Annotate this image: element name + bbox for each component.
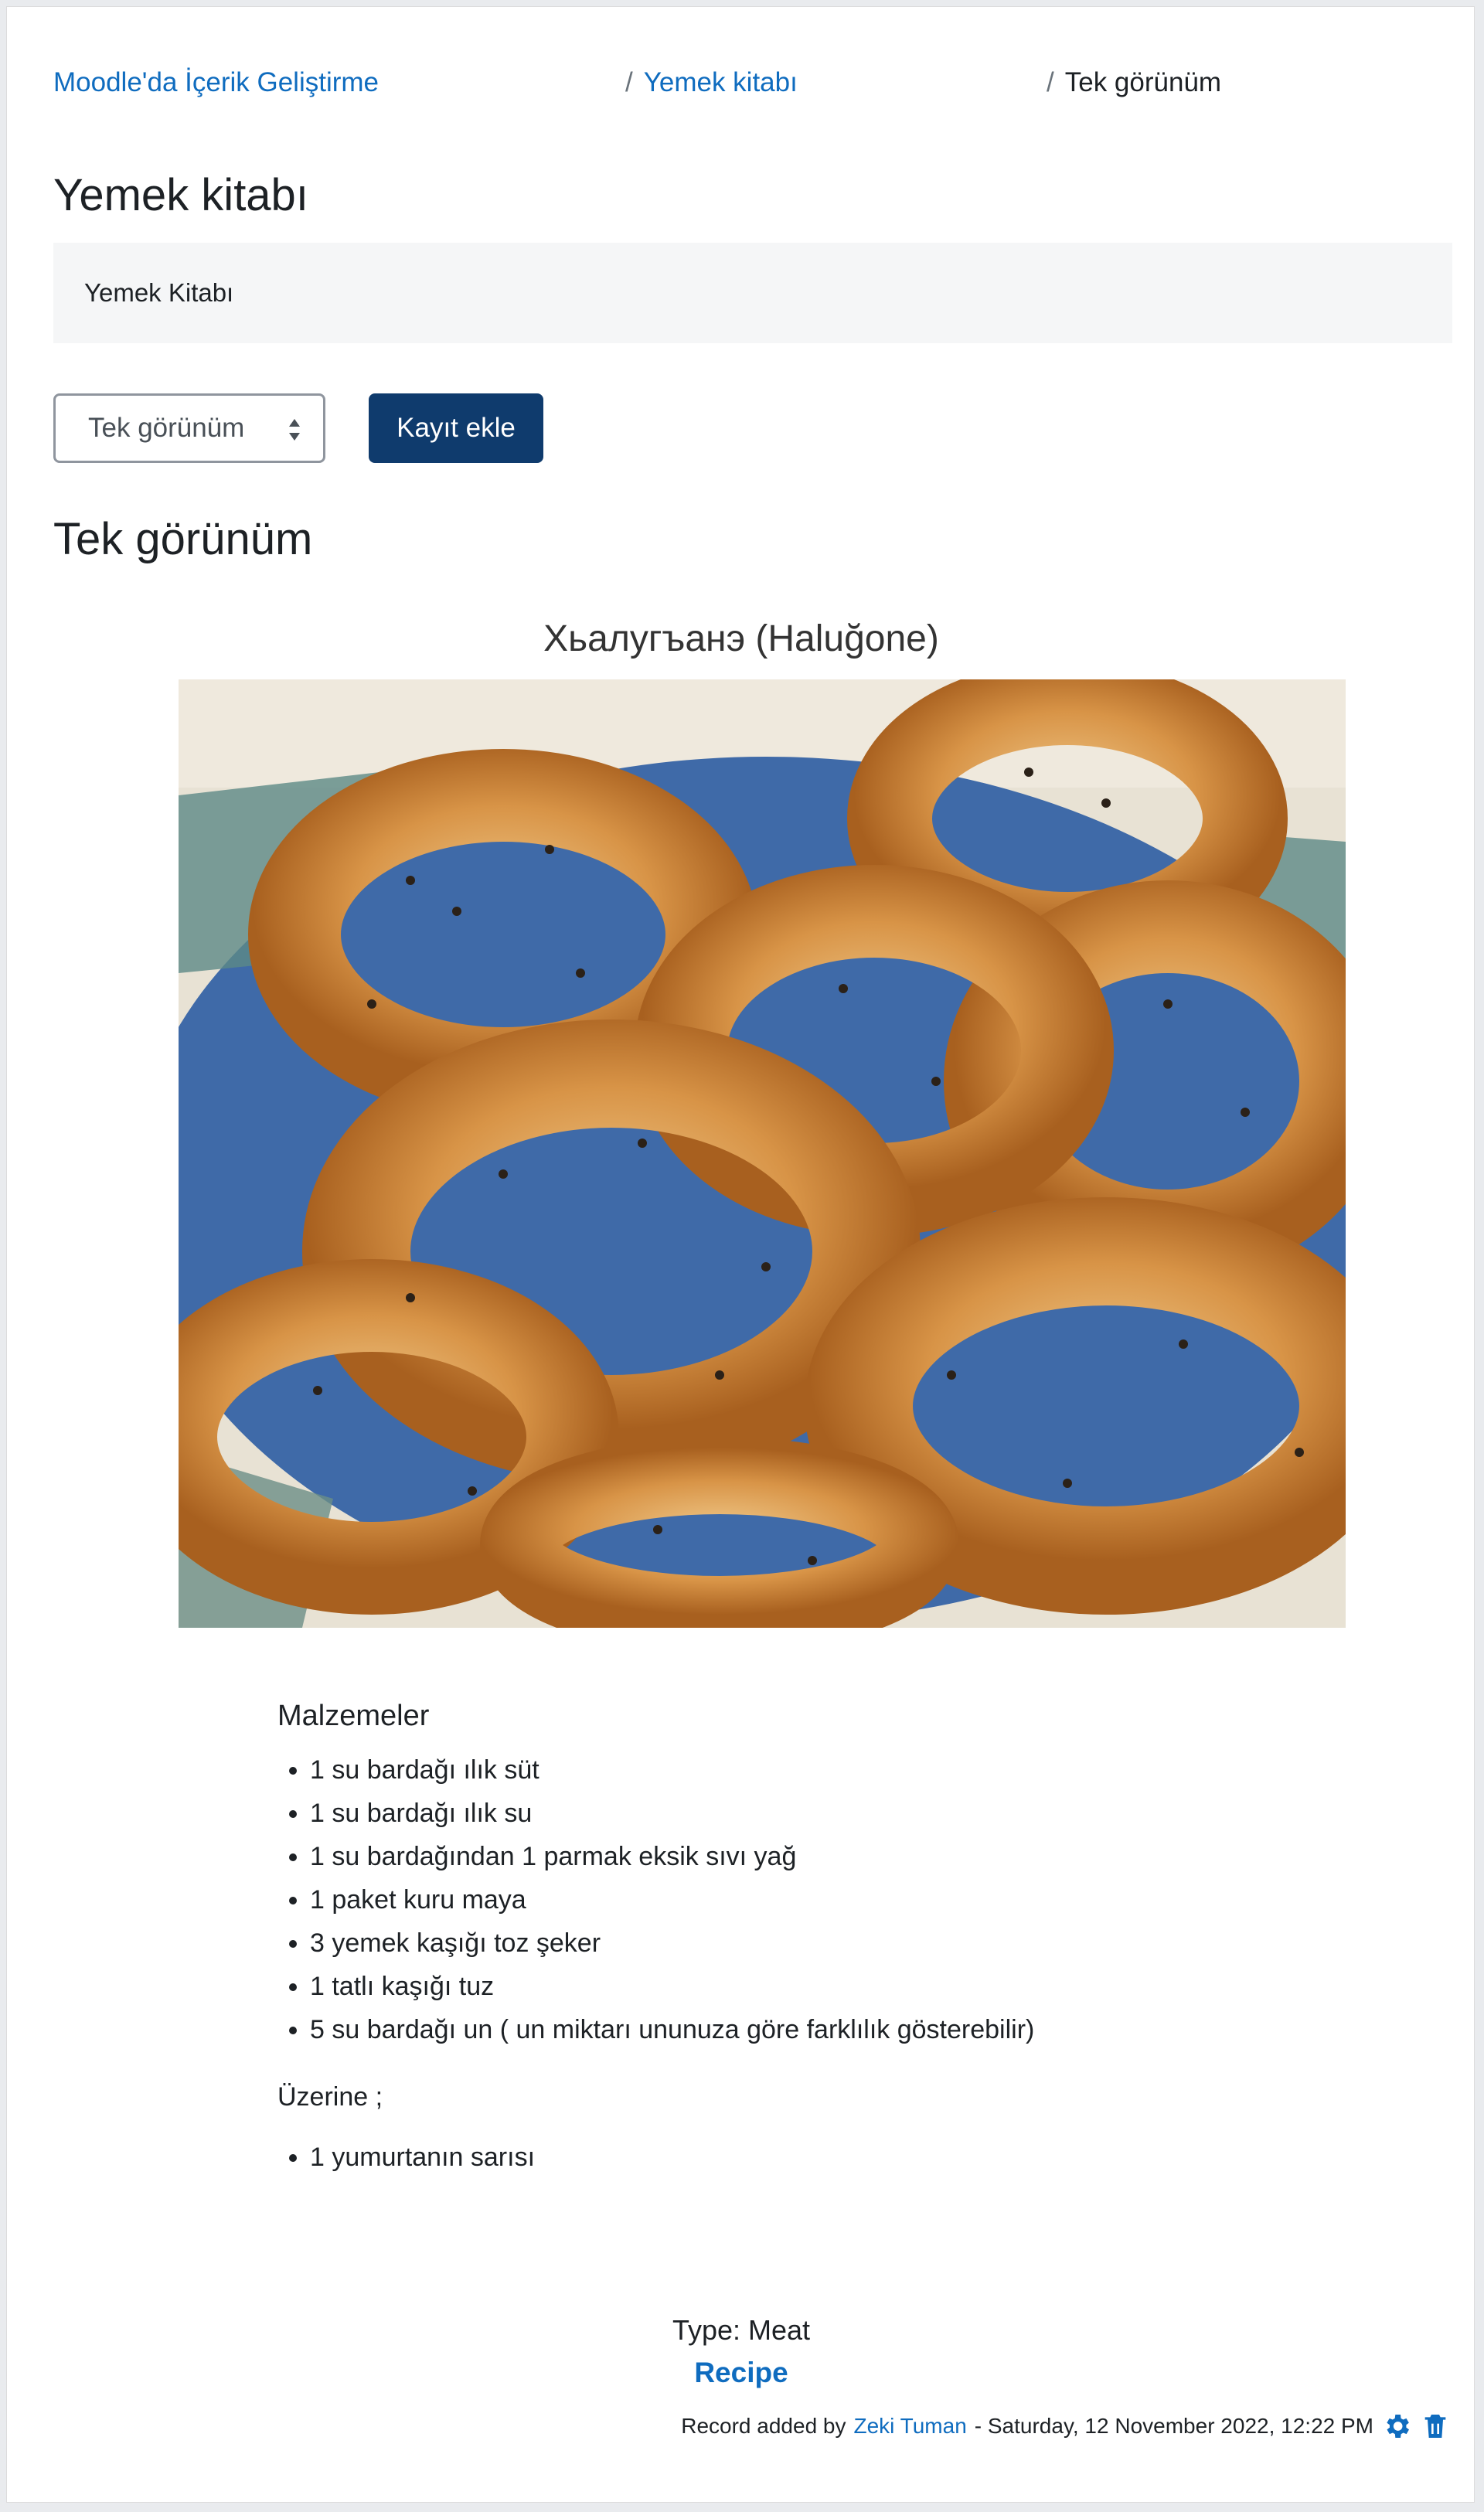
add-entry-button[interactable]: Kayıt ekle	[369, 393, 543, 463]
entry-content	[277, 1700, 1321, 2179]
recipe-photo	[179, 679, 1346, 1628]
trash-icon[interactable]	[1420, 2411, 1451, 2442]
breadcrumb-link-course[interactable]: Moodle'da İçerik Geliştirme	[53, 67, 379, 97]
topping-list	[277, 2136, 1321, 2179]
entry-tag: Recipe	[694, 2357, 788, 2388]
entry-title: Хьалугъанэ (Haluğone)	[543, 618, 939, 659]
breadcrumb-link-database[interactable]: Yemek kitabı	[643, 67, 798, 97]
list-item: • 1 su bardağı ılık süt	[310, 1748, 1321, 1792]
record-date: - Saturday, 12 November 2022, 12:22 PM	[974, 2414, 1373, 2438]
list-item: • 1 tatlı kaşığı tuz	[310, 1965, 1321, 2008]
page-title: Yemek kitabı	[53, 170, 308, 220]
record-prefix: Record added by	[681, 2414, 846, 2438]
breadcrumb-item-database[interactable]	[625, 67, 798, 98]
recipe-photo-illustration	[179, 679, 1346, 1628]
list-item: • 1 su bardağı ılık su	[310, 1792, 1321, 1835]
list-item: • 5 su bardağı un ( un miktarı ununuza göre farklılık gösterebilir)	[310, 2008, 1321, 2051]
record-info	[681, 2411, 1451, 2442]
view-mode-select[interactable]	[53, 393, 325, 463]
view-mode-selected-value: Tek görünüm	[88, 413, 245, 443]
list-item: • 3 yemek kaşığı toz şeker	[310, 1921, 1321, 1965]
section-title: Tek görünüm	[53, 514, 313, 564]
breadcrumb	[7, 67, 1474, 106]
breadcrumb-separator: /	[625, 67, 633, 97]
breadcrumb-separator: /	[1047, 67, 1054, 97]
ingredients-heading: Malzemeler	[277, 1700, 430, 1732]
ingredients-list	[277, 1748, 1321, 2051]
topping-heading: Üzerine ;	[277, 2082, 383, 2112]
author-link[interactable]: Zeki Tuman	[853, 2414, 967, 2438]
list-item: • 1 su bardağından 1 parmak eksik sıvı yağ	[310, 1835, 1321, 1878]
page-frame	[6, 6, 1475, 2503]
activity-description	[53, 243, 1452, 343]
entry-type: Type: Meat	[672, 2314, 811, 2346]
list-item: • 1 paket kuru maya	[310, 1878, 1321, 1921]
breadcrumb-item-current	[1047, 67, 1221, 98]
activity-description-text: Yemek Kitabı	[84, 278, 234, 307]
list-item: • 1 yumurtanın sarısı	[310, 2136, 1321, 2179]
sort-arrows-icon	[288, 416, 301, 444]
breadcrumb-current-label: Tek görünüm	[1064, 67, 1222, 97]
gear-icon[interactable]	[1381, 2411, 1412, 2442]
breadcrumb-item-course[interactable]	[53, 67, 379, 98]
